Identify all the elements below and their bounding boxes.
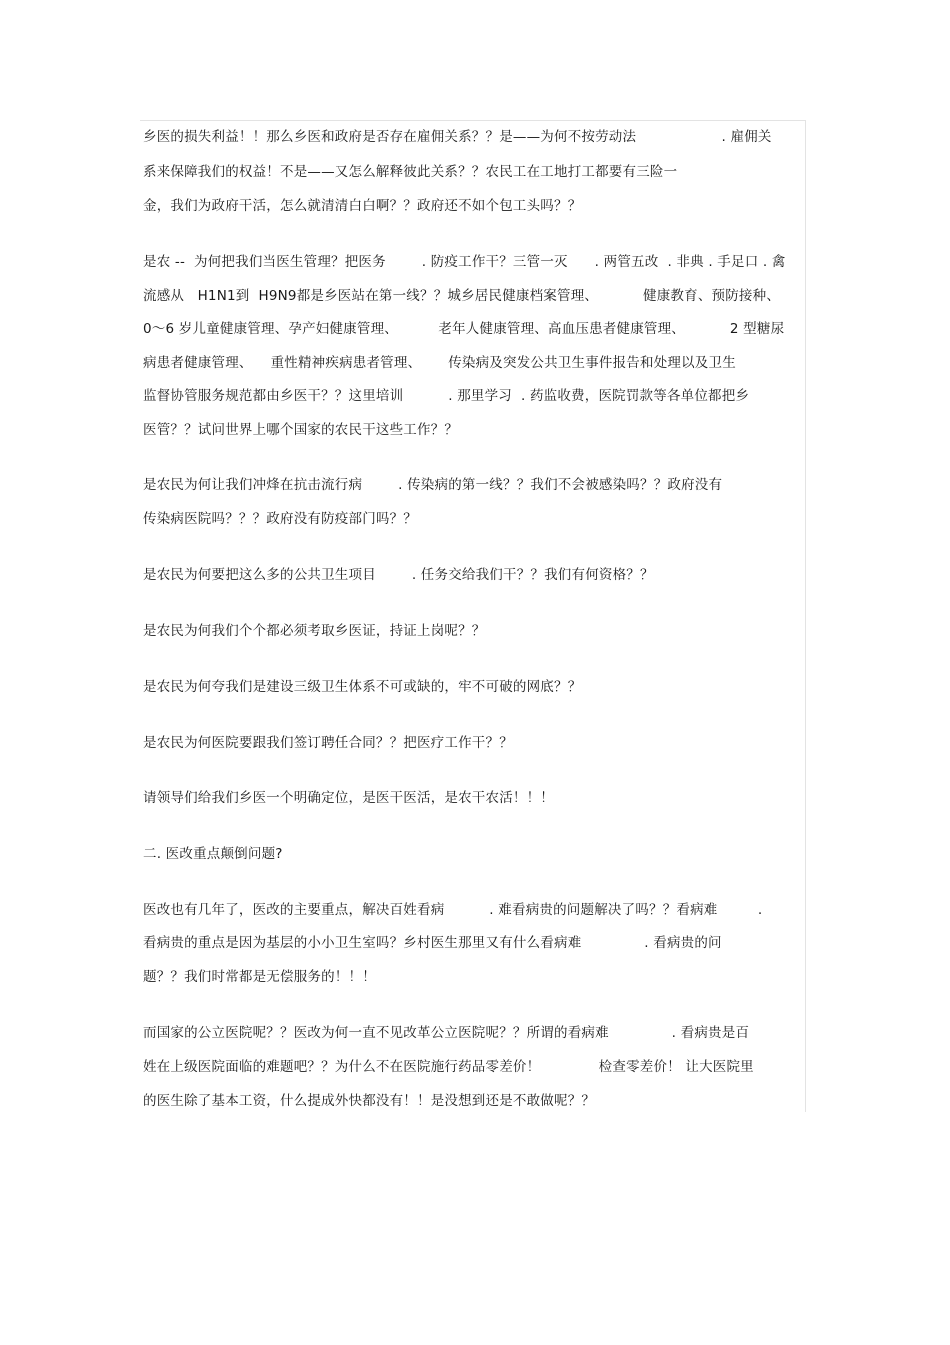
text-line: 是农民为何夸我们是建设三级卫生体系不可或缺的，牢不可破的网底？？ <box>143 679 582 695</box>
text-line: 是农 -- 为何把我们当医生管理？把医务 . 防疫工作干？三管一灭 . 两管五改 . 非典 . 手足口 . 禽 <box>143 254 786 270</box>
text-line: 而国家的公立医院呢？？医改为何一直不见改革公立医院呢？？所谓的看病难 . 看病贵是百 <box>143 1025 750 1041</box>
text-line: 0～6 岁儿童健康管理、孕产妇健康管理、 老年人健康管理、高血压患者健康管理、 2 型糖尿 <box>143 321 785 337</box>
text-line: 传染病医院吗？？？政府没有防疫部门吗？？ <box>143 511 417 527</box>
text-line: 请领导们给我们乡医一个明确定位，是医干医活，是农干农活！！！ <box>143 790 554 806</box>
text-line: 乡医的损失利益！！那么乡医和政府是否存在雇佣关系？？是——为何不按劳动法 . 雇佣关 <box>143 129 772 145</box>
text-line: 是农民为何我们个个都必须考取乡医证，持证上岗呢？？ <box>143 623 486 639</box>
section-heading: 二. 医改重点颠倒问题? <box>143 846 283 862</box>
text-line: 监督协管服务规范都由乡医干？？这里培训 . 那里学习 . 药监收费，医院罚款等各单位都把乡 <box>143 388 750 404</box>
text-line: 题？？我们时常都是无偿服务的！！！ <box>143 969 376 985</box>
text-line: 金，我们为政府干活，怎么就清清白白啊？？政府还不如个包工头吗？？ <box>143 198 582 214</box>
text-line: 医改也有几年了，医改的主要重点，解决百姓看病 . 难看病贵的问题解决了吗？？看病难 . <box>143 902 763 918</box>
text-line: 是农民为何让我们冲烽在抗击流行病 . 传染病的第一线？？我们不会被感染吗？？政府没有 <box>143 477 723 493</box>
text-line: 是农民为何医院要跟我们签订聘任合同？？把医疗工作干？？ <box>143 735 513 751</box>
text-line: 流感从 H1N1到 H9N9都是乡医站在第一线？？城乡居民健康档案管理、 健康教育、预防接种、 <box>143 288 781 304</box>
text-line: 病患者健康管理、 重性精神疾病患者管理、 传染病及突发公共卫生事件报告和处理以及卫生 <box>143 355 736 371</box>
text-line: 姓在上级医院面临的难题吧？？为什么不在医院施行药品零差价！ 检查零差价！ 让大医院里 <box>143 1059 754 1075</box>
text-line: 的医生除了基本工资，什么提成外快都没有！！是没想到还是不敢做呢？？ <box>143 1093 596 1109</box>
text-line: 看病贵的重点是因为基层的小小卫生室吗？乡村医生那里又有什么看病难 . 看病贵的问 <box>143 935 722 951</box>
text-line: 系来保障我们的权益！不是——又怎么解释彼此关系？？农民工在工地打工都要有三险一 <box>143 164 678 180</box>
text-line: 医管？？试问世界上哪个国家的农民干这些工作？？ <box>143 422 459 438</box>
text-line: 是农民为何要把这么多的公共卫生项目 . 任务交给我们干？？我们有何资格？？ <box>143 567 654 583</box>
